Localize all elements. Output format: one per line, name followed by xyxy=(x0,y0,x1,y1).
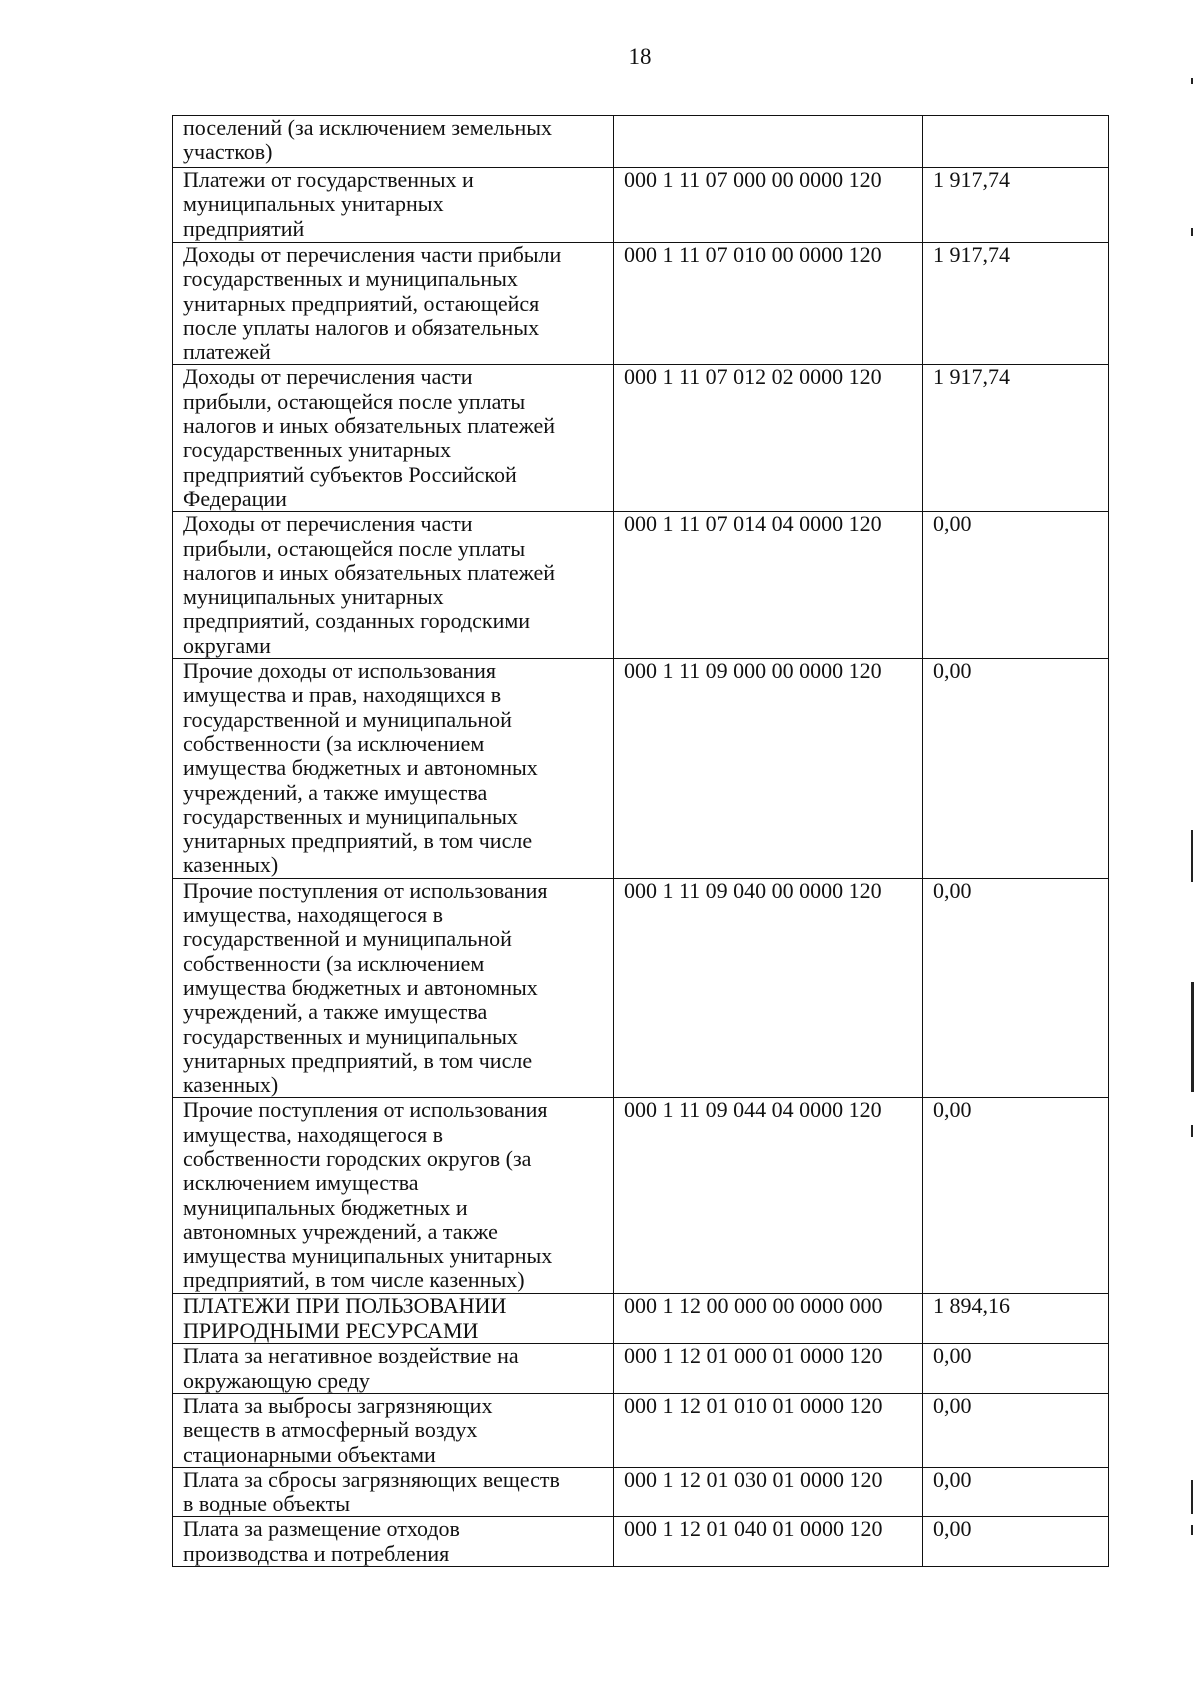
scan-artifact xyxy=(1191,1525,1193,1535)
row-code: 000 1 12 00 000 00 0000 000 xyxy=(614,1294,923,1344)
table-row xyxy=(173,1517,1109,1567)
row-code: 000 1 12 01 010 01 0000 120 xyxy=(614,1393,923,1467)
row-sum: 1 894,16 xyxy=(923,1294,1109,1344)
table-row xyxy=(173,512,1109,659)
row-code: 000 1 12 01 030 01 0000 120 xyxy=(614,1467,923,1517)
scan-artifact xyxy=(1191,830,1193,882)
row-code: 000 1 11 07 000 00 0000 120 xyxy=(614,168,923,243)
row-sum: 0,00 xyxy=(923,512,1109,659)
row-sum: 1 917,74 xyxy=(923,243,1109,365)
scan-artifact xyxy=(1191,982,1194,1092)
row-name: Доходы от перечисления части прибыли, остающейся после уплаты налогов и иных обязательных платежей государственных унитарных предприятий субъектов Российской Федерации xyxy=(173,365,614,512)
row-sum xyxy=(923,116,1109,168)
row-name: Прочие поступления от использования имущества, находящегося в государственной и муниципальной собственности (за исключением имущества бюджетных и автономных учреждений, а также имущества государственных и муниципальных унитарных предприятий, в том числе казенных) xyxy=(173,878,614,1098)
row-name: Прочие доходы от использования имущества и прав, находящихся в государственной и муниципальной собственности (за исключением имущества бюджетных и автономных учреждений, а также имущества государственных и муниципальных унитарных предприятий, в том числе казенных) xyxy=(173,659,614,879)
row-code: 000 1 12 01 000 01 0000 120 xyxy=(614,1344,923,1394)
row-code: 000 1 11 09 040 00 0000 120 xyxy=(614,878,923,1098)
table-row xyxy=(173,1098,1109,1294)
row-name: Платежи от государственных и муниципальных унитарных предприятий xyxy=(173,168,614,243)
table-row xyxy=(173,1467,1109,1517)
revenue-table-body xyxy=(173,116,1109,1567)
row-sum: 0,00 xyxy=(923,1344,1109,1394)
row-sum: 1 917,74 xyxy=(923,168,1109,243)
row-name: Доходы от перечисления части прибыли, остающейся после уплаты налогов и иных обязательных платежей муниципальных унитарных предприятий, созданных городскими округами xyxy=(173,512,614,659)
row-name: Плата за выбросы загрязняющих веществ в атмосферный воздух стационарными объектами xyxy=(173,1393,614,1467)
row-sum: 0,00 xyxy=(923,659,1109,879)
table-row xyxy=(173,659,1109,879)
table-row xyxy=(173,243,1109,365)
row-code: 000 1 11 09 044 04 0000 120 xyxy=(614,1098,923,1294)
row-sum: 0,00 xyxy=(923,1393,1109,1467)
table-row xyxy=(173,1393,1109,1467)
table-row xyxy=(173,365,1109,512)
row-code: 000 1 11 07 010 00 0000 120 xyxy=(614,243,923,365)
scan-artifact xyxy=(1191,1125,1193,1137)
row-code: 000 1 12 01 040 01 0000 120 xyxy=(614,1517,923,1567)
row-name: Плата за негативное воздействие на окружающую среду xyxy=(173,1344,614,1394)
scan-artifact xyxy=(1191,1480,1193,1514)
row-name: Плата за размещение отходов производства и потребления xyxy=(173,1517,614,1567)
scan-artifact xyxy=(1191,78,1193,84)
row-code: 000 1 11 07 012 02 0000 120 xyxy=(614,365,923,512)
page-number: 18 xyxy=(628,44,652,69)
table-row xyxy=(173,1294,1109,1344)
row-sum: 0,00 xyxy=(923,878,1109,1098)
row-name: поселений (за исключением земельных участков) xyxy=(173,116,614,168)
row-sum: 0,00 xyxy=(923,1098,1109,1294)
row-code: 000 1 11 07 014 04 0000 120 xyxy=(614,512,923,659)
table-row xyxy=(173,878,1109,1098)
row-sum: 1 917,74 xyxy=(923,365,1109,512)
revenue-table xyxy=(172,115,1109,1567)
row-code xyxy=(614,116,923,168)
row-name: Доходы от перечисления части прибыли государственных и муниципальных унитарных предприятий, остающейся после уплаты налогов и обязательных платежей xyxy=(173,243,614,365)
row-name: Прочие поступления от использования имущества, находящегося в собственности городских округов (за исключением имущества муниципальных бюджетных и автономных учреждений, а также имущества муниципальных унитарных предприятий, в том числе казенных) xyxy=(173,1098,614,1294)
row-name: ПЛАТЕЖИ ПРИ ПОЛЬЗОВАНИИ ПРИРОДНЫМИ РЕСУРСАМИ xyxy=(173,1294,614,1344)
row-sum: 0,00 xyxy=(923,1467,1109,1517)
scan-artifact xyxy=(1191,228,1193,236)
row-sum: 0,00 xyxy=(923,1517,1109,1567)
row-code: 000 1 11 09 000 00 0000 120 xyxy=(614,659,923,879)
row-name: Плата за сбросы загрязняющих веществ в водные объекты xyxy=(173,1467,614,1517)
table-row xyxy=(173,168,1109,243)
table-row xyxy=(173,116,1109,168)
table-row xyxy=(173,1344,1109,1394)
